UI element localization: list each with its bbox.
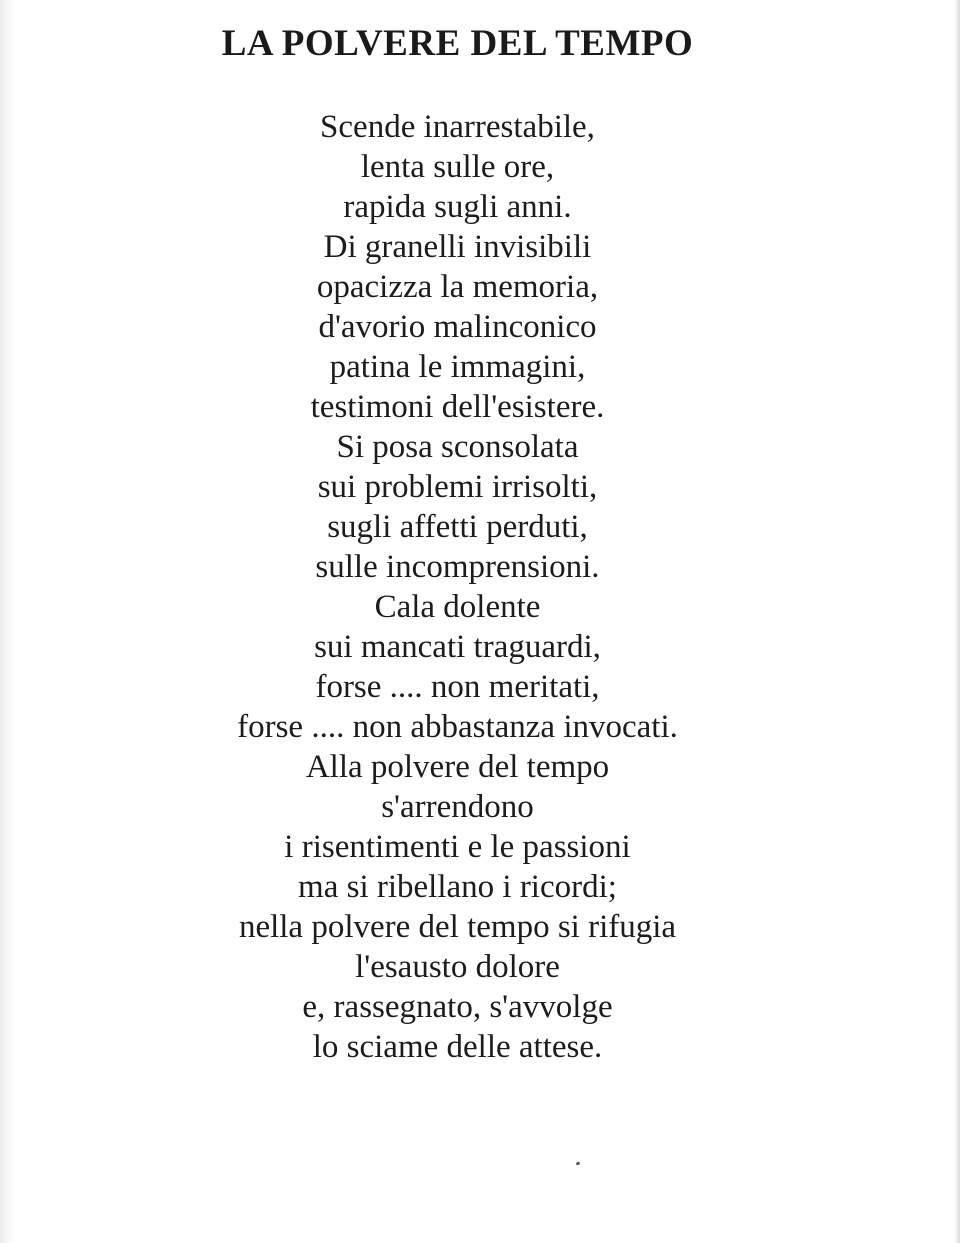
scan-speck bbox=[576, 1161, 581, 1166]
poem-body bbox=[0, 107, 915, 1067]
poem-line: sulle incomprensioni. bbox=[315, 549, 600, 585]
poem-line: lenta sulle ore, bbox=[360, 149, 555, 185]
poem-line: opacizza la memoria, bbox=[316, 269, 599, 305]
poem-line: sui mancati traguardi, bbox=[314, 629, 601, 665]
poem-line: testimoni dell'esistere. bbox=[310, 389, 605, 425]
poem-line: l'esausto dolore bbox=[355, 949, 560, 985]
poem-line: sui problemi irrisolti, bbox=[317, 469, 598, 505]
poem-line: e, rassegnato, s'avvolge bbox=[302, 989, 613, 1025]
poem-line: ma si ribellano i ricordi; bbox=[298, 869, 617, 905]
scan-edge-shadow-right bbox=[954, 0, 960, 1243]
poem-line: forse .... non abbastanza invocati. bbox=[237, 709, 678, 745]
poem-line: sugli affetti perduti, bbox=[327, 509, 588, 545]
poem-line: forse .... non meritati, bbox=[315, 669, 600, 705]
poem-line: Si posa sconsolata bbox=[336, 429, 579, 465]
poem-line: i risentimenti e le passioni bbox=[284, 829, 631, 865]
poem-line: lo sciame delle attese. bbox=[312, 1029, 603, 1065]
poem-line: d'avorio malinconico bbox=[318, 309, 597, 345]
poem-line: Scende inarrestabile, bbox=[320, 109, 595, 145]
poem-line: Cala dolente bbox=[374, 589, 541, 625]
poem-line: s'arrendono bbox=[381, 789, 534, 825]
poem-title: LA POLVERE DEL TEMPO bbox=[221, 23, 694, 64]
poem-line: rapida sugli anni. bbox=[343, 189, 572, 225]
poem-line: patina le immagini, bbox=[329, 349, 586, 385]
poem-line: nella polvere del tempo si rifugia bbox=[238, 909, 677, 945]
poem-line: Alla polvere del tempo bbox=[305, 749, 610, 785]
poem-line: Di granelli invisibili bbox=[323, 229, 592, 265]
